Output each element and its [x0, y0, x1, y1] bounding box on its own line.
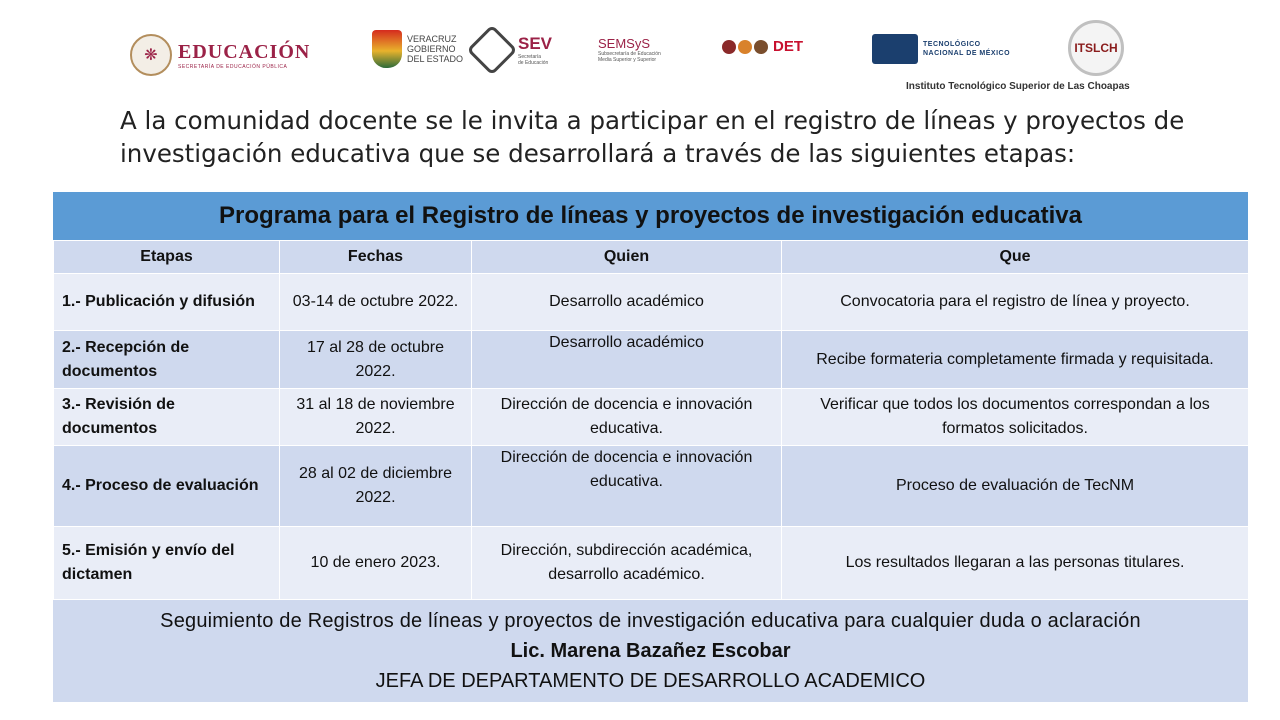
logo-bar	[0, 20, 1280, 80]
program-table-container	[53, 192, 1248, 702]
stage-cell: 5.- Emisión y envío del dictamen	[54, 527, 280, 600]
footer-contact-name: Lic. Marena Bazañez Escobar	[510, 640, 791, 662]
det-circle-icon	[738, 40, 752, 54]
intro-text: A la comunidad docente se le invita a participar en el registro de líneas y proyectos de investigación educativa que se desarrollará a través de las siguientes etapas:	[120, 106, 1185, 168]
table-row	[54, 274, 1249, 331]
stage-cell: 3.- Revisión de documentos	[54, 389, 280, 446]
itslc-logo-text: ITSLCH	[1068, 20, 1124, 76]
footer-follow-up-text: Seguimiento de Registros de líneas y proyectos de investigación educativa para cualquier duda o aclaración	[160, 610, 1141, 632]
gear-icon	[872, 34, 918, 64]
what-cell: Convocatoria para el registro de línea y proyecto.	[782, 274, 1249, 331]
veracruz-line-3: DEL ESTADO	[407, 54, 464, 64]
det-circle-icon	[754, 40, 768, 54]
tecnm-logo-line-2: NACIONAL DE MÉXICO	[923, 50, 1011, 57]
semsys-logo	[598, 36, 661, 63]
educacion-logo-subtext: SECRETARÍA DE EDUCACIÓN PÚBLICA	[178, 63, 288, 70]
who-cell: Dirección de docencia e innovación educativa.	[472, 389, 782, 446]
who-cell: Dirección, subdirección académica, desarrollo académico.	[472, 527, 782, 600]
program-title: Programa para el Registro de líneas y proyectos de investigación educativa	[53, 192, 1248, 240]
who-cell: Desarrollo académico	[472, 331, 782, 389]
veracruz-line-2: GOBIERNO	[407, 44, 456, 54]
sev-logo	[474, 32, 552, 68]
what-cell: Los resultados llegaran a las personas titulares.	[782, 527, 1249, 600]
column-header-quien: Quien	[472, 241, 782, 274]
who-cell: Dirección de docencia e innovación educativa.	[472, 446, 782, 527]
itslc-logo	[1068, 20, 1124, 76]
tecnm-logo	[872, 34, 1010, 64]
det-logo	[722, 38, 803, 55]
sev-logo-sub-2: de Educación	[518, 60, 549, 66]
educacion-logo-text: EDUCACIÓN	[178, 40, 311, 63]
stage-cell: 2.- Recepción de documentos	[54, 331, 280, 389]
table-header-row	[54, 241, 1249, 274]
date-cell: 10 de enero 2023.	[280, 527, 472, 600]
date-cell: 17 al 28 de octubre 2022.	[280, 331, 472, 389]
det-logo-text: DET	[773, 38, 803, 55]
table-row	[54, 389, 1249, 446]
column-header-etapas: Etapas	[54, 241, 280, 274]
table-row	[54, 446, 1249, 527]
institute-name: Instituto Tecnológico Superior de Las Choapas	[906, 81, 1130, 92]
semsys-logo-sub-2: Media Superior y Superior	[598, 57, 657, 63]
stage-cell: 4.- Proceso de evaluación	[54, 446, 280, 527]
tecnm-logo-line-1: TECNOLÓGICO	[923, 41, 981, 48]
date-cell: 31 al 18 de noviembre 2022.	[280, 389, 472, 446]
column-header-fechas: Fechas	[280, 241, 472, 274]
what-cell: Recibe formateria completamente firmada y requisitada.	[782, 331, 1249, 389]
det-circle-icon	[722, 40, 736, 54]
stage-cell: 1.- Publicación y difusión	[54, 274, 280, 331]
sev-logo-text: SEV	[518, 34, 553, 53]
educacion-logo	[130, 34, 310, 76]
semsys-logo-sub-1: Subsecretaría de Educación	[598, 51, 661, 57]
column-header-que: Que	[782, 241, 1249, 274]
footer-contact-title: JEFA DE DEPARTAMENTO DE DESARROLLO ACADEMICO	[375, 670, 926, 692]
veracruz-line-1: VERACRUZ	[407, 34, 457, 44]
sev-logo-sub-1: Secretaría	[518, 54, 542, 60]
eagle-seal-icon: ❋	[130, 34, 172, 76]
sev-emblem-icon	[467, 25, 518, 76]
veracruz-logo	[372, 30, 463, 68]
date-cell: 03-14 de octubre 2022.	[280, 274, 472, 331]
who-cell: Desarrollo académico	[472, 274, 782, 331]
contact-footer	[53, 600, 1248, 702]
semsys-logo-text: SEMSyS	[598, 36, 651, 51]
table-row	[54, 331, 1249, 389]
what-cell: Proceso de evaluación de TecNM	[782, 446, 1249, 527]
what-cell: Verificar que todos los documentos correspondan a los formatos solicitados.	[782, 389, 1249, 446]
date-cell: 28 al 02 de diciembre 2022.	[280, 446, 472, 527]
program-table	[53, 240, 1249, 600]
veracruz-shield-icon	[372, 30, 402, 68]
table-row	[54, 527, 1249, 600]
